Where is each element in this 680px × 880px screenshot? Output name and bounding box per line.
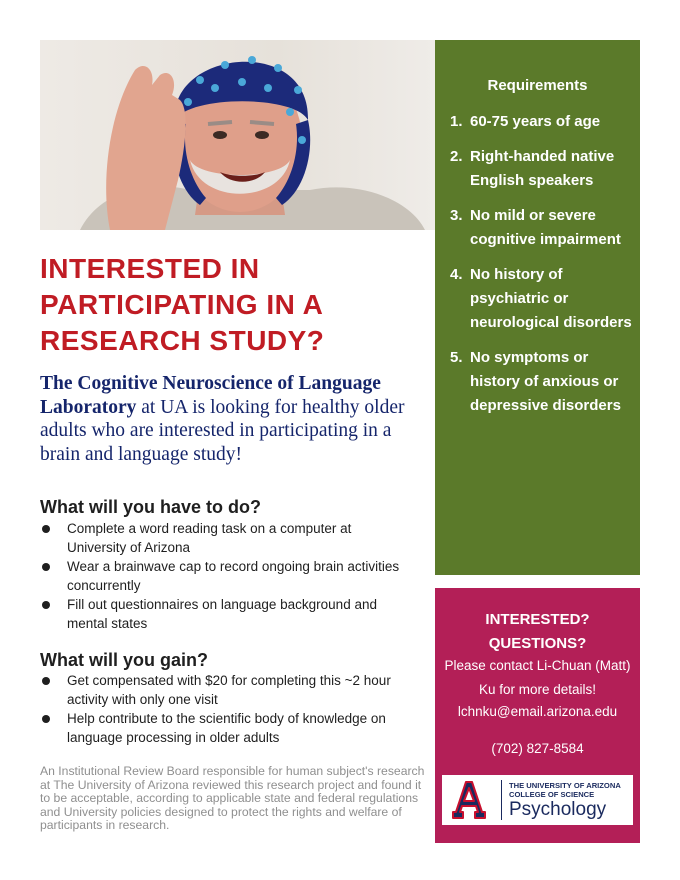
contact-phone[interactable]: (702) 827-8584 [491, 741, 584, 756]
requirements-panel [435, 40, 640, 575]
participant-photo [40, 40, 435, 230]
requirement-item: 4. No history of psychiatric or neurological disorders [450, 266, 632, 331]
requirement-item: 1. 60-75 years of age [450, 113, 601, 130]
headline [40, 251, 440, 359]
bullet-icon [42, 601, 50, 609]
todo-heading: What will you have to do? [40, 497, 262, 517]
university-a-logo-icon [447, 778, 491, 822]
contact-text: Please contact Li-Chuan (Matt) Ku for more details! [444, 658, 631, 697]
requirements-title: Requirements [487, 77, 588, 94]
bullet-icon [42, 563, 50, 571]
headline-line-2: PARTICIPATING IN A [40, 289, 324, 320]
intro-rest: at UA is looking for healthy older adults who are interested in participating in a brain and language study! [40, 396, 405, 465]
list-item: Fill out questionnaires on language background and mental states [40, 595, 410, 633]
headline-line-3: RESEARCH STUDY? [40, 325, 325, 356]
bullet-icon [42, 525, 50, 533]
gain-heading: What will you gain? [40, 650, 208, 670]
contact-email[interactable]: lchnku@email.arizona.edu [457, 704, 618, 719]
intro-paragraph [40, 372, 425, 466]
bullet-icon [42, 677, 50, 685]
list-item: Wear a brainwave cap to record ongoing brain activities concurrently [40, 557, 410, 595]
contact-heading: INTERESTED? QUESTIONS? [485, 611, 590, 652]
irb-disclaimer: An Institutional Review Board responsible for human subject's research at The University of Arizona reviewed this research project and found it to be acceptable, according to applicable state and federal regulations and University policies designed to protect the rights and welfare of participants in research. [40, 764, 425, 833]
todo-list [40, 519, 410, 633]
requirement-item: 3. No mild or severe cognitive impairment [450, 207, 621, 248]
university-logo [442, 775, 633, 825]
lab-name: The Cognitive Neuroscience of Language Laboratory [40, 373, 381, 418]
gain-list [40, 671, 410, 747]
requirement-item: 5. No symptoms or history of anxious or depressive disorders [450, 349, 621, 414]
logo-divider [501, 780, 502, 820]
list-item: Get compensated with $20 for completing this ~2 hour activity with only one visit [40, 671, 410, 709]
headline-line-1: INTERESTED IN [40, 253, 260, 284]
list-item: Help contribute to the scientific body of knowledge on language processing in older adults [40, 709, 410, 747]
logo-department: Psychology [509, 799, 607, 820]
requirements-list [450, 110, 635, 429]
bullet-icon [42, 715, 50, 723]
contact-panel [435, 588, 640, 843]
requirement-item: 2. Right-handed native English speakers [450, 148, 615, 189]
list-item: Complete a word reading task on a computer at University of Arizona [40, 519, 410, 557]
logo-college: COLLEGE OF SCIENCE [509, 790, 595, 799]
eeg-cap-man-photo [40, 40, 435, 230]
logo-university: THE UNIVERSITY OF ARIZONA [509, 781, 621, 790]
